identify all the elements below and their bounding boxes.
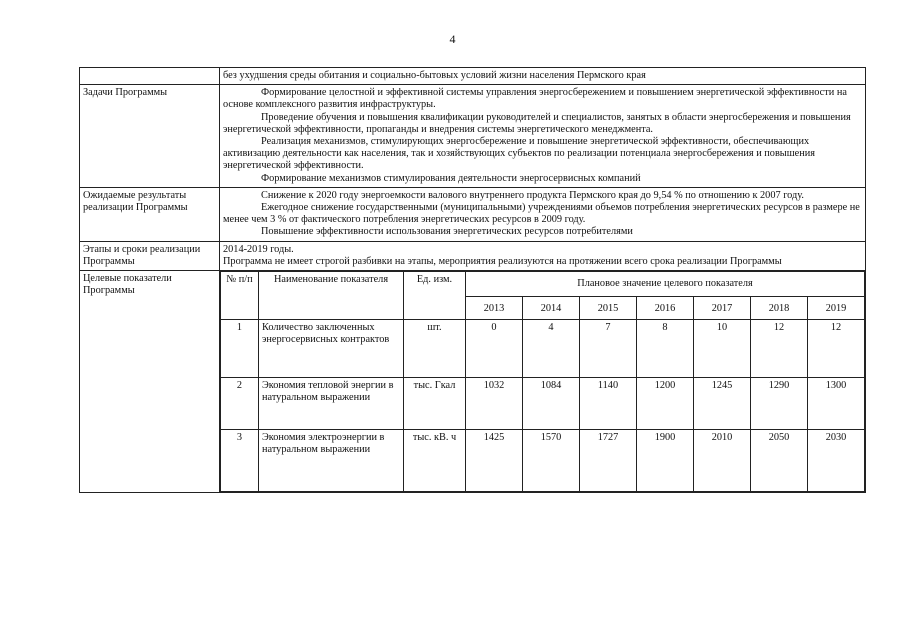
indicator-value: 1200 [637, 378, 694, 430]
indicator-unit: тыс. Гкал [404, 378, 466, 430]
indicator-value: 1140 [580, 378, 637, 430]
indicators-table [220, 271, 865, 492]
header-plan: Плановое значение целевого показателя [466, 272, 865, 297]
indicators-header-row [221, 272, 865, 297]
indicator-value: 1570 [523, 430, 580, 492]
year-header: 2017 [694, 297, 751, 320]
continuation-label [80, 68, 220, 85]
indicator-unit: шт. [404, 320, 466, 378]
indicator-value: 12 [751, 320, 808, 378]
indicator-num: 3 [221, 430, 259, 492]
indicator-value: 2030 [808, 430, 865, 492]
tasks-content [220, 85, 866, 188]
indicator-row [221, 378, 865, 430]
indicator-name: Экономия тепловой энергии в натуральном выражении [259, 378, 404, 430]
indicator-value: 8 [637, 320, 694, 378]
tasks-paragraph: Формирование механизмов стимулирования деятельности энергосервисных компаний [261, 172, 641, 184]
indicators-content [220, 271, 866, 493]
expected-results-paragraph: Повышение эффективности использования энергетических ресурсов потребителями [261, 226, 633, 238]
indicator-value: 2050 [751, 430, 808, 492]
year-header: 2019 [808, 297, 865, 320]
expected-results-paragraph: Ежегодное снижение государственными (муниципальными) учреждениями объемов потребления энергетических ресурсов в размере не менее чем 3 % от фактического потребления энергетических ресурсов в 2009 году. [223, 202, 860, 226]
indicator-name: Экономия электроэнергии в натуральном выражении [259, 430, 404, 492]
indicator-value: 1900 [637, 430, 694, 492]
indicator-value: 12 [808, 320, 865, 378]
indicator-value: 1290 [751, 378, 808, 430]
indicator-value: 2010 [694, 430, 751, 492]
indicator-value: 4 [523, 320, 580, 378]
expected-results-content [220, 187, 866, 241]
stages-paragraph: Программа не имеет строгой разбивки на этапы, мероприятия реализуются на протяжении всего срока реализации Программы [223, 255, 782, 267]
stages-content [220, 241, 866, 270]
tasks-row [80, 85, 866, 188]
header-num: № п/п [221, 272, 259, 320]
page-number: 4 [449, 32, 456, 46]
year-header: 2018 [751, 297, 808, 320]
tasks-paragraph: Проведение обучения и повышения квалификации руководителей и специалистов, занятых в области энергосбережения и повышения энергетической эффективности, пропаганды и внедрения системы энергетического менеджмента. [223, 111, 851, 135]
program-passport-table [79, 67, 866, 493]
header-name: Наименование показателя [259, 272, 404, 320]
tasks-label: Задачи Программы [80, 85, 220, 188]
indicator-value: 10 [694, 320, 751, 378]
indicator-value: 1425 [466, 430, 523, 492]
indicator-unit: тыс. кВ. ч [404, 430, 466, 492]
stages-paragraph: 2014-2019 годы. [223, 243, 294, 255]
continuation-text: без ухудшения среды обитания и социально-бытовых условий жизни населения Пермского края [220, 68, 866, 85]
indicator-value: 1245 [694, 378, 751, 430]
indicators-row [80, 271, 866, 493]
header-unit: Ед. изм. [404, 272, 466, 320]
year-header: 2014 [523, 297, 580, 320]
indicator-value: 1727 [580, 430, 637, 492]
expected-results-row [80, 187, 866, 241]
indicator-num: 2 [221, 378, 259, 430]
year-header: 2015 [580, 297, 637, 320]
indicator-name: Количество заключенных энергосервисных контрактов [259, 320, 404, 378]
year-header: 2013 [466, 297, 523, 320]
indicator-row [221, 320, 865, 378]
tasks-paragraph: Формирование целостной и эффективной системы управления энергосбережением и повышением энергетической эффективности на основе комплексного развития инфраструктуры. [223, 87, 847, 111]
indicators-label: Целевые показатели Программы [80, 271, 220, 493]
indicator-value: 0 [466, 320, 523, 378]
continuation-row [80, 68, 866, 85]
stages-label: Этапы и сроки реализации Программы [80, 241, 220, 270]
indicator-row [221, 430, 865, 492]
indicator-value: 1084 [523, 378, 580, 430]
indicator-value: 1032 [466, 378, 523, 430]
indicator-value: 7 [580, 320, 637, 378]
tasks-paragraph: Реализация механизмов, стимулирующих энергосбережение и повышение энергетической эффективности, обеспечивающих активизацию деятельности как населения, так и хозяйствующих субъектов по реализации потенциала энергосбережения и повышения энергетической эффективности. [223, 136, 815, 172]
stages-row [80, 241, 866, 270]
indicator-num: 1 [221, 320, 259, 378]
indicator-value: 1300 [808, 378, 865, 430]
expected-results-paragraph: Снижение к 2020 году энергоемкости валового внутреннего продукта Пермского края до 9,54 % по отношению к 2007 году. [261, 189, 804, 201]
year-header: 2016 [637, 297, 694, 320]
expected-results-label: Ожидаемые результаты реализации Программы [80, 187, 220, 241]
